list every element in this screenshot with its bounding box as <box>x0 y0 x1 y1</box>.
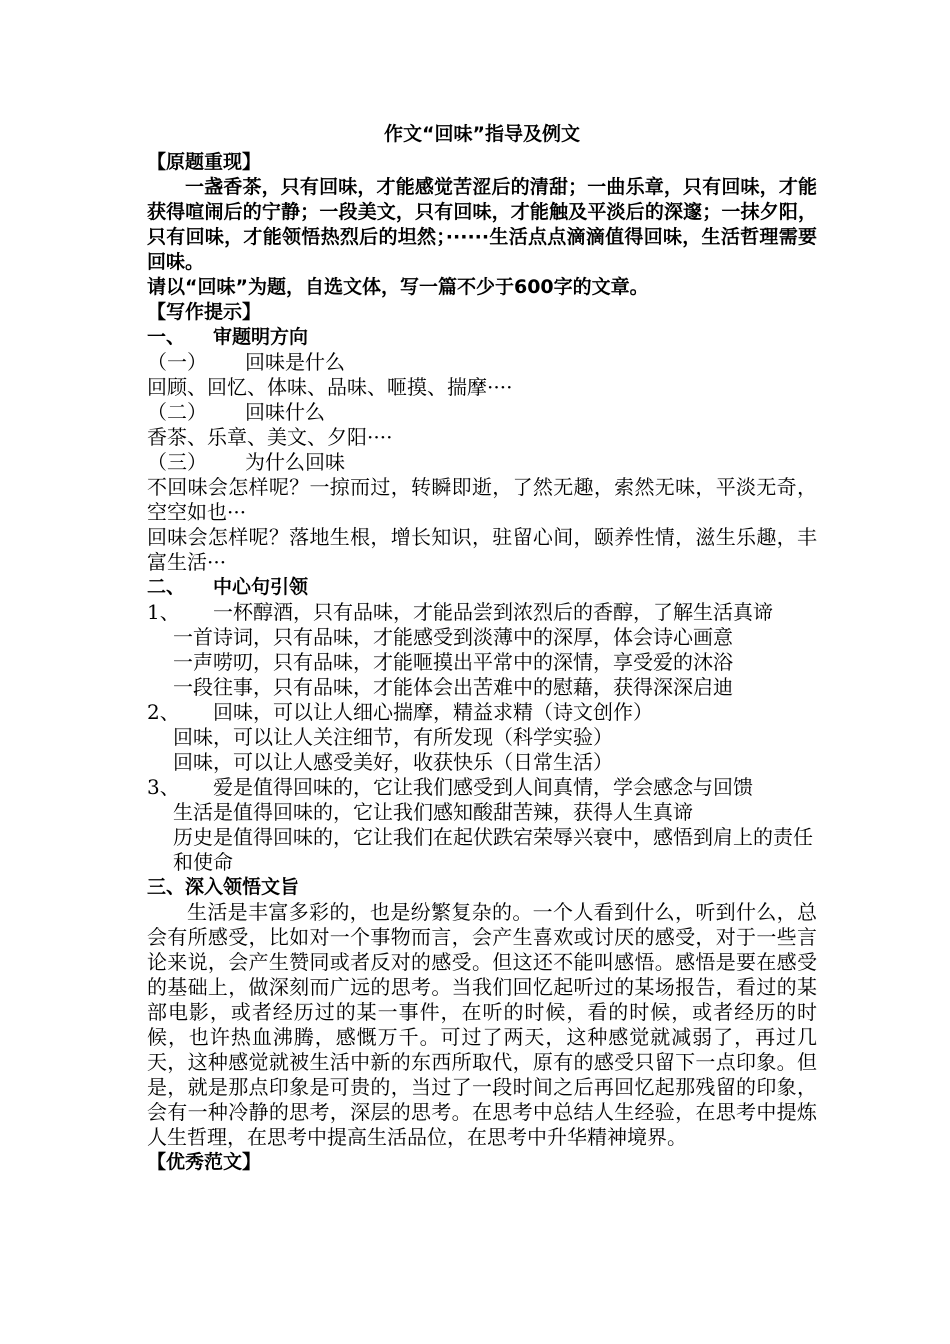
list-line: 一段往事，只有品味，才能体会出苦难中的慰藉，获得深深启迪 <box>173 675 733 699</box>
part1-num: 一、 <box>147 326 186 348</box>
list-line: 回味，可以让人细心揣摩，精益求精（诗文创作） <box>213 700 653 724</box>
part1-item-1 <box>147 350 817 375</box>
part2-title: 中心句引领 <box>213 576 309 598</box>
item-title: 回味是什么 <box>245 350 345 374</box>
part2-num: 二、 <box>147 576 186 598</box>
item-num: （二） <box>147 400 207 424</box>
list-item <box>147 775 817 875</box>
list-num: 1、 <box>147 600 180 624</box>
list-line: 一声唠叨，只有品味，才能咂摸出平常中的深情，享受爱的沐浴 <box>173 650 733 674</box>
list-line: 爱是值得回味的，它让我们感受到人间真情，学会感念与回馈 <box>213 775 753 799</box>
item-title: 为什么回味 <box>245 450 345 474</box>
item-num: （一） <box>147 350 207 374</box>
item-num: （三） <box>147 450 207 474</box>
part2-heading <box>147 575 817 600</box>
list-line: 一杯醇酒，只有品味，才能品尝到浓烈后的香醇，了解生活真谛 <box>213 600 773 624</box>
part3-paragraph: 生活是丰富多彩的，也是纷繁复杂的。一个人看到什么，听到什么，总会有所感受，比如对一个事物而言，会产生喜欢或讨厌的感受，对于一些言论来说，会产生赞同或者反对的感受。但这还不能叫感悟。感悟是要在感受的基础上，做深刻而广远的思考。当我们回忆起听过的某场报告，看过的某部电影，或者经历过的某一事件，在听的时候，看的时候，或者经历的时候，也许热血沸腾，感慨万千。可过了两天，这种感觉就减弱了，再过几天，这种感觉就被生活中新的东西所取代，原有的感受只留下一点印象。但是，就是那点印象是可贵的，当过了一段时间之后再回忆起那残留的印象，会有一种冷静的思考，深层的思考。在思考中总结人生经验，在思考中提炼人生哲理，在思考中提高生活品位，在思考中升华精神境界。 <box>147 900 817 1149</box>
heading-original: 【原题重现】 <box>147 151 262 173</box>
item-text: 不回味会怎样呢？一掠而过，转瞬即逝，了然无趣，索然无味，平淡无奇，空空如也··· <box>147 475 817 524</box>
part1-title: 审题明方向 <box>213 326 309 348</box>
list-line: 生活是值得回味的，它让我们感知酸甜苦辣，获得人生真谛 <box>173 800 693 824</box>
part1-item-2 <box>147 400 817 425</box>
list-num: 2、 <box>147 700 180 724</box>
page-title: 作文“回味”指导及例文 <box>384 123 580 145</box>
original-paragraph: 一盏香茶，只有回味，才能感觉苦涩后的清甜；一曲乐章，只有回味，才能获得喧闹后的宁静；一段美文，只有回味，才能触及平淡后的深邃；一抹夕阳，只有回味，才能领悟热烈后的坦然；······生活点点滴滴值得回味，生活哲理需要回味。 <box>147 176 817 273</box>
item-text: 香茶、乐章、美文、夕阳···· <box>147 425 393 449</box>
list-line: 历史是值得回味的，它让我们在起伏跌宕荣辱兴衰中，感悟到肩上的责任和使命 <box>173 825 813 874</box>
part3-heading: 三、深入领悟文旨 <box>147 876 300 898</box>
part1-item-3 <box>147 450 817 475</box>
heading-examples: 【优秀范文】 <box>147 1151 262 1173</box>
list-line: 一首诗词，只有品味，才能感受到淡薄中的深厚，体会诗心画意 <box>173 625 733 649</box>
item-title: 回味什么 <box>245 400 325 424</box>
part2-list <box>147 600 817 875</box>
item-text-2: 回味会怎样呢？落地生根，增长知识，驻留心间，颐养性情，滋生乐趣，丰富生活··· <box>147 525 817 574</box>
list-line: 回味，可以让人关注细节，有所发现（科学实验） <box>173 725 613 749</box>
document-page <box>147 118 817 1175</box>
list-num: 3、 <box>147 775 180 799</box>
list-line: 回味，可以让人感受美好，收获快乐（日常生活） <box>173 750 613 774</box>
heading-tips: 【写作提示】 <box>147 301 262 323</box>
original-instruction: 请以“回味”为题，自选文体，写一篇不少于600字的文章。 <box>147 276 649 298</box>
part1-heading <box>147 325 817 350</box>
list-item <box>147 600 817 700</box>
list-item <box>147 700 817 775</box>
item-text: 回顾、回忆、体味、品味、咂摸、揣摩···· <box>147 375 513 399</box>
